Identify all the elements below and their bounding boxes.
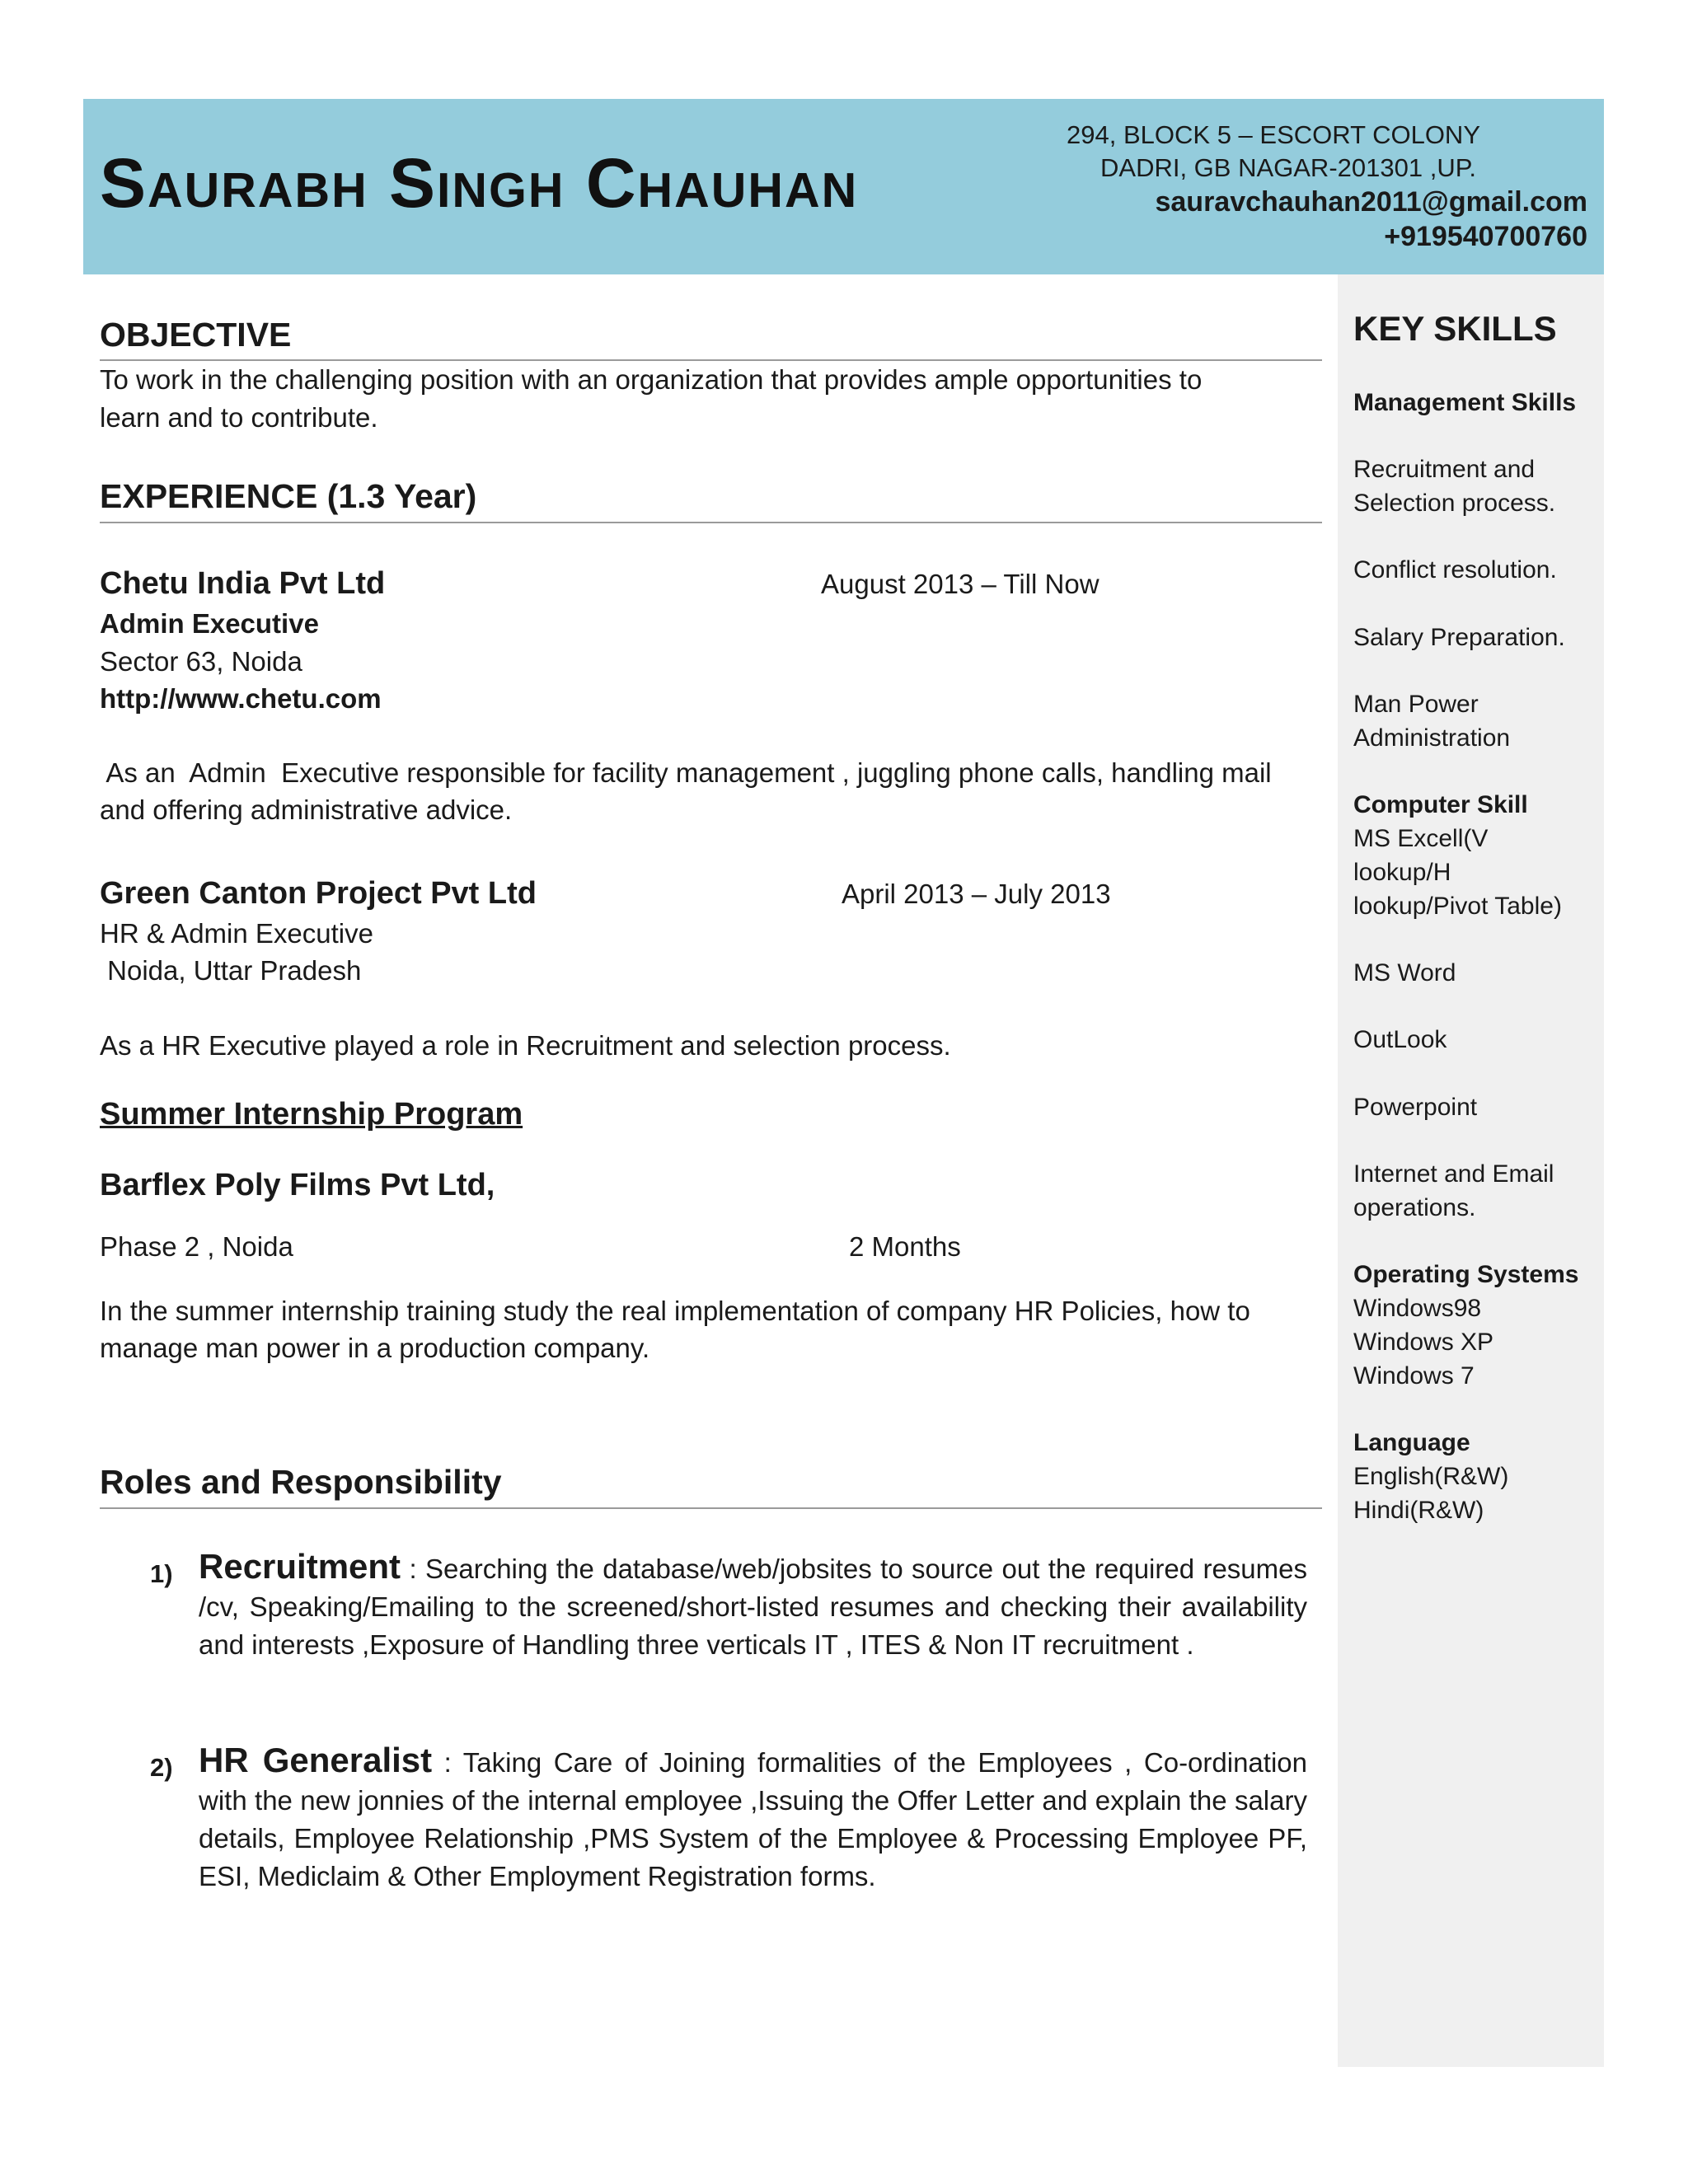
role-number: 2) — [150, 1753, 173, 1782]
language-heading: Language — [1353, 1429, 1470, 1456]
skill-item: Windows XP — [1353, 1329, 1494, 1356]
management-skills-heading: Management Skills — [1353, 389, 1577, 416]
skill-item: Recruitment and — [1353, 456, 1536, 483]
skill-item: MS Excell(V — [1353, 825, 1489, 852]
role-item — [199, 1741, 1307, 1896]
computer-skill-heading: Computer Skill — [1353, 791, 1528, 818]
job-company: Chetu India Pvt Ltd — [100, 566, 386, 601]
skill-item: OutLook — [1353, 1026, 1447, 1053]
skill-item: Hindi(R&W) — [1353, 1497, 1484, 1524]
skill-item: operations. — [1353, 1194, 1476, 1221]
job-description: and offering administrative advice. — [100, 794, 513, 825]
internship-company: Barflex Poly Films Pvt Ltd, — [100, 1168, 495, 1202]
section-divider — [100, 522, 1322, 523]
skill-item: Salary Preparation. — [1353, 624, 1565, 651]
section-divider — [100, 1507, 1322, 1509]
internship-title: Summer Internship Program — [100, 1097, 523, 1132]
internship-description: manage man power in a production company. — [100, 1333, 650, 1363]
operating-systems-heading: Operating Systems — [1353, 1261, 1579, 1288]
role-text: : Taking Care of Joining formalities of the Employees , Co-ordination with the new jonnies of the internal employee ,Issuing the Offer Letter and explain the salary details, Employee Relationship ,PMS System of the Employee & Processing Employee PF, ESI, Mediclaim & Other Employment Registration forms. — [199, 1747, 1307, 1891]
objective-text: learn and to contribute. — [100, 402, 378, 433]
objective-title: OBJECTIVE — [100, 316, 292, 354]
internship-duration: 2 Months — [849, 1231, 961, 1262]
key-skills-sidebar — [1338, 274, 1604, 2067]
job-location: Noida, Uttar Pradesh — [100, 955, 362, 986]
role-number: 1) — [150, 1559, 173, 1588]
email[interactable]: sauravchauhan2011@gmail.com — [1155, 186, 1587, 218]
address-line-1: 294, BLOCK 5 – ESCORT COLONY — [1067, 120, 1480, 149]
header-banner — [83, 99, 1604, 274]
skill-item: Selection process. — [1353, 490, 1556, 517]
skill-item: Internet and Email — [1353, 1160, 1554, 1188]
job-description: As a HR Executive played a role in Recruitment and selection process. — [100, 1030, 951, 1061]
job-role: HR & Admin Executive — [100, 918, 373, 949]
job-location: Sector 63, Noida — [100, 646, 302, 677]
job-role: Admin Executive — [100, 608, 319, 639]
job-dates: August 2013 – Till Now — [821, 569, 1100, 599]
skill-item: English(R&W) — [1353, 1463, 1509, 1490]
skill-item: lookup/Pivot Table) — [1353, 893, 1562, 920]
skill-item: Administration — [1353, 724, 1511, 752]
job-description: As an Admin Executive responsible for facility management , juggling phone calls, handling mail — [100, 757, 1272, 788]
role-item — [199, 1548, 1307, 1664]
key-skills-title: KEY SKILLS — [1353, 309, 1557, 348]
candidate-name: Saurabh Singh Chauhan — [100, 144, 859, 222]
skill-item: Conflict resolution. — [1353, 556, 1557, 583]
skill-item: Man Power — [1353, 691, 1479, 718]
internship-location: Phase 2 , Noida — [100, 1231, 293, 1262]
internship-description: In the summer internship training study the real implementation of company HR Policies, how to — [100, 1296, 1250, 1326]
experience-title: EXPERIENCE (1.3 Year) — [100, 477, 477, 515]
phone: +919540700760 — [1384, 221, 1587, 252]
role-title: HR Generalist — [199, 1741, 433, 1779]
role-text: : Searching the database/web/jobsites to source out the required resumes /cv, Speaking/Emailing to the screened/short-listed resumes and checking their availability and interests ,Exposure of Handling three verticals IT , ITES & Non IT recruitment . — [199, 1554, 1307, 1660]
role-title: Recruitment — [199, 1547, 401, 1586]
skill-item: MS Word — [1353, 959, 1456, 987]
job-company: Green Canton Project Pvt Ltd — [100, 876, 537, 911]
address-line-2: DADRI, GB NAGAR-201301 ,UP. — [1100, 153, 1476, 182]
job-website-link[interactable]: http://www.chetu.com — [100, 683, 382, 714]
skill-item: Powerpoint — [1353, 1094, 1478, 1121]
objective-text: To work in the challenging position with an organization that provides ample opportunities to — [100, 364, 1203, 395]
skill-item: Windows 7 — [1353, 1362, 1475, 1390]
skill-item: lookup/H — [1353, 859, 1451, 886]
skill-item: Windows98 — [1353, 1295, 1482, 1322]
roles-title: Roles and Responsibility — [100, 1463, 502, 1501]
job-dates: April 2013 – July 2013 — [842, 879, 1111, 909]
